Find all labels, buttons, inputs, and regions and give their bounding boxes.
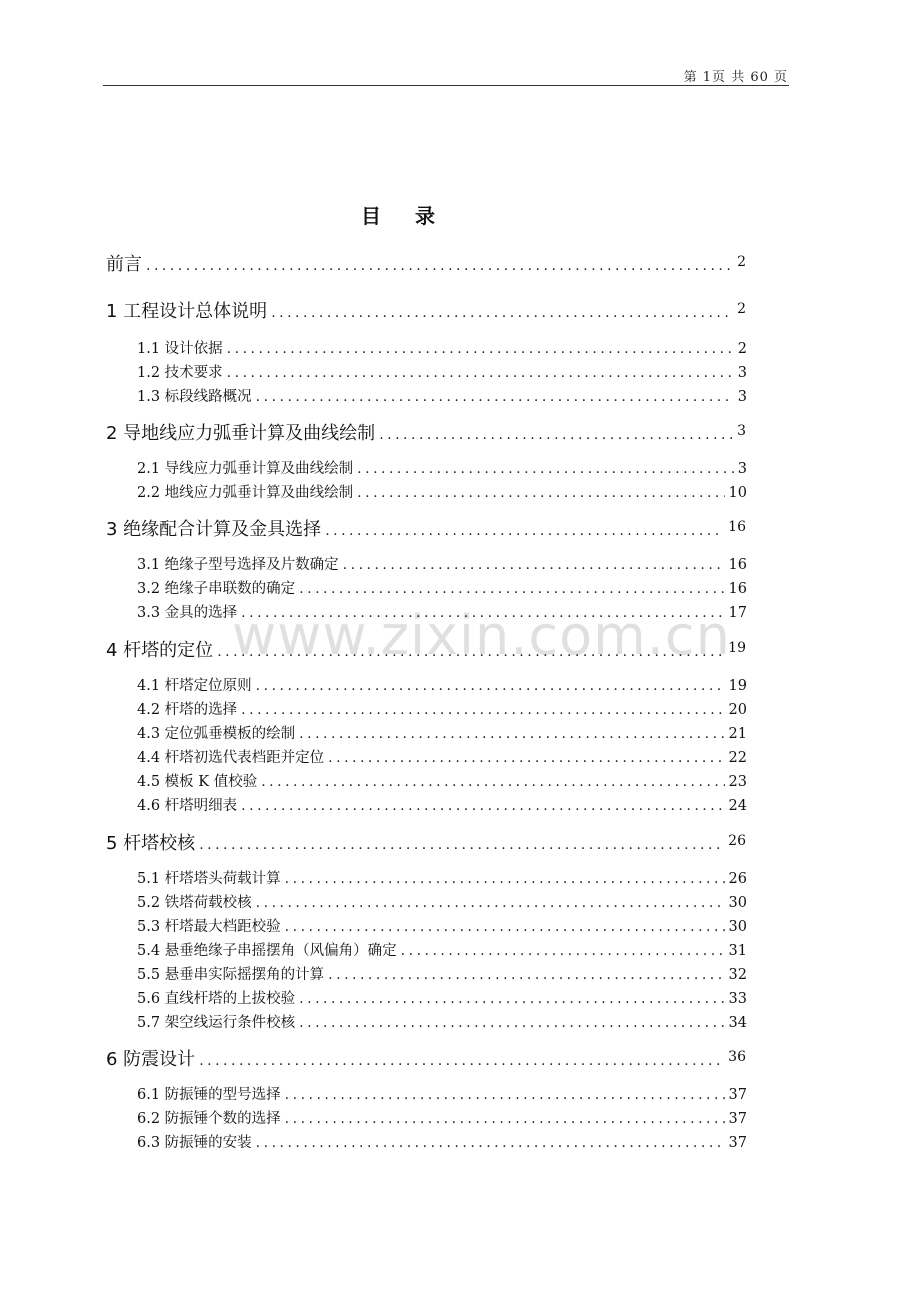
toc-entry-page-number: 2 xyxy=(737,254,746,270)
toc-entry-page-number: 26 xyxy=(728,833,746,849)
toc-leader-dots xyxy=(401,943,725,959)
toc-section-entry[interactable] xyxy=(137,601,747,623)
toc-entry-page-number: 24 xyxy=(728,798,747,814)
toc-entry-page-number: 36 xyxy=(728,1049,746,1065)
toc-entry-page-number: 37 xyxy=(728,1135,747,1151)
toc-chapter-entry[interactable] xyxy=(106,250,746,280)
toc-entry-label: 5.2 铁塔荷载校核 xyxy=(137,895,252,911)
toc-entry-label: 6.2 防振锤个数的选择 xyxy=(137,1111,281,1127)
toc-entry-page-number: 31 xyxy=(728,943,747,959)
toc-section-entry[interactable] xyxy=(137,1131,747,1153)
toc-section-entry[interactable] xyxy=(137,457,747,479)
toc-entry-label: 4.4 杆塔初选代表档距并定位 xyxy=(137,750,325,766)
toc-entry-label: 1.1 设计依据 xyxy=(137,341,223,357)
toc-leader-dots xyxy=(227,365,734,381)
toc-entry-label: 1 工程设计总体说明 xyxy=(106,301,268,322)
toc-entry-label: 6.1 防振锤的型号选择 xyxy=(137,1087,281,1103)
toc-entry-page-number: 3 xyxy=(737,423,746,439)
toc-entry-label: 5.5 悬垂串实际摇摆角的计算 xyxy=(137,967,325,983)
toc-entry-label: 4 杆塔的定位 xyxy=(106,640,214,661)
toc-entry-page-number: 2 xyxy=(737,341,747,357)
toc-entry-page-number: 16 xyxy=(728,581,747,597)
toc-entry-label: 前言 xyxy=(106,254,142,275)
toc-leader-dots xyxy=(325,523,724,539)
toc-leader-dots xyxy=(199,837,724,853)
toc-entry-label: 2 导地线应力弧垂计算及曲线绘制 xyxy=(106,423,376,444)
toc-chapter-entry[interactable] xyxy=(106,297,746,327)
toc-leader-dots xyxy=(271,305,733,321)
toc-entry-page-number: 22 xyxy=(728,750,747,766)
toc-entry-label: 4.2 杆塔的选择 xyxy=(137,702,238,718)
toc-leader-dots xyxy=(299,581,724,597)
toc-section-entry[interactable] xyxy=(137,867,747,889)
toc-entry-label: 4.1 杆塔定位原则 xyxy=(137,678,252,694)
toc-entry-label: 3.3 金具的选择 xyxy=(137,605,238,621)
toc-leader-dots xyxy=(256,389,734,405)
toc-leader-dots xyxy=(379,427,733,443)
toc-chapter-entry[interactable] xyxy=(106,829,746,859)
toc-leader-dots xyxy=(241,702,724,718)
toc-entry-page-number: 33 xyxy=(728,991,747,1007)
toc-entry-label: 5.3 杆塔最大档距校验 xyxy=(137,919,281,935)
toc-entry-page-number: 3 xyxy=(737,461,747,477)
toc-entry-label: 3.1 绝缘子型号选择及片数确定 xyxy=(137,557,339,573)
toc-leader-dots xyxy=(357,461,734,477)
toc-entry-label: 6 防震设计 xyxy=(106,1049,196,1070)
toc-section-entry[interactable] xyxy=(137,770,747,792)
toc-entry-page-number: 10 xyxy=(728,485,747,501)
toc-leader-dots xyxy=(328,750,724,766)
toc-entry-label: 3.2 绝缘子串联数的确定 xyxy=(137,581,296,597)
toc-chapter-entry[interactable] xyxy=(106,1045,746,1075)
toc-leader-dots xyxy=(285,919,725,935)
toc-title: 目录 xyxy=(361,204,469,228)
toc-entry-page-number: 3 xyxy=(737,365,747,381)
toc-leader-dots xyxy=(146,258,733,274)
toc-entry-label: 6.3 防振锤的安装 xyxy=(137,1135,252,1151)
toc-leader-dots xyxy=(357,485,724,501)
toc-leader-dots xyxy=(227,341,734,357)
toc-entry-label: 4.6 杆塔明细表 xyxy=(137,798,238,814)
toc-section-entry[interactable] xyxy=(137,1083,747,1105)
toc-section-entry[interactable] xyxy=(137,939,747,961)
toc-entry-label: 5.1 杆塔塔头荷载计算 xyxy=(137,871,281,887)
toc-leader-dots xyxy=(217,644,724,660)
toc-section-entry[interactable] xyxy=(137,385,747,407)
toc-entry-page-number: 37 xyxy=(728,1087,747,1103)
toc-section-entry[interactable] xyxy=(137,794,747,816)
toc-entry-label: 5.7 架空线运行条件校核 xyxy=(137,1015,296,1031)
toc-section-entry[interactable] xyxy=(137,674,747,696)
toc-entry-page-number: 26 xyxy=(728,871,747,887)
toc-leader-dots xyxy=(299,1015,724,1031)
toc-leader-dots xyxy=(285,871,725,887)
toc-section-entry[interactable] xyxy=(137,481,747,503)
page-indicator: 第 1页 共 60 页 xyxy=(683,70,788,85)
toc-entry-label: 5 杆塔校核 xyxy=(106,833,196,854)
toc-entry-page-number: 32 xyxy=(728,967,747,983)
toc-chapter-entry[interactable] xyxy=(106,419,746,449)
toc-leader-dots xyxy=(256,678,725,694)
toc-entry-page-number: 2 xyxy=(737,301,746,317)
toc-leader-dots xyxy=(299,726,724,742)
toc-entry-page-number: 16 xyxy=(728,519,746,535)
toc-leader-dots xyxy=(299,991,724,1007)
toc-entry-page-number: 30 xyxy=(728,919,747,935)
toc-section-entry[interactable] xyxy=(137,337,747,359)
toc-section-entry[interactable] xyxy=(137,722,747,744)
toc-section-entry[interactable] xyxy=(137,915,747,937)
toc-entry-label: 4.5 模板 K 值校验 xyxy=(137,774,258,790)
toc-entry-page-number: 17 xyxy=(728,605,747,621)
toc-entry-page-number: 20 xyxy=(728,702,747,718)
watermark: www.zixin.com.cn xyxy=(232,604,731,667)
toc-entry-label: 4.3 定位弧垂模板的绘制 xyxy=(137,726,296,742)
toc-entry-page-number: 34 xyxy=(728,1015,747,1031)
toc-entry-label: 5.6 直线杆塔的上拔校验 xyxy=(137,991,296,1007)
toc-leader-dots xyxy=(256,895,725,911)
toc-leader-dots xyxy=(261,774,724,790)
toc-chapter-entry[interactable] xyxy=(106,515,746,545)
toc-section-entry[interactable] xyxy=(137,963,747,985)
toc-section-entry[interactable] xyxy=(137,698,747,720)
toc-leader-dots xyxy=(343,557,725,573)
toc-entry-page-number: 16 xyxy=(728,557,747,573)
toc-section-entry[interactable] xyxy=(137,987,747,1009)
toc-entry-page-number: 19 xyxy=(728,678,747,694)
toc-leader-dots xyxy=(199,1053,724,1069)
toc-entry-label: 3 绝缘配合计算及金具选择 xyxy=(106,519,322,540)
toc-section-entry[interactable] xyxy=(137,1011,747,1033)
toc-leader-dots xyxy=(285,1111,725,1127)
toc-section-entry[interactable] xyxy=(137,361,747,383)
toc-leader-dots xyxy=(241,605,724,621)
toc-leader-dots xyxy=(256,1135,725,1151)
toc-section-entry[interactable] xyxy=(137,1107,747,1129)
toc-entry-page-number: 37 xyxy=(728,1111,747,1127)
toc-entry-page-number: 30 xyxy=(728,895,747,911)
toc-entry-label: 1.2 技术要求 xyxy=(137,365,223,381)
toc-entry-label: 5.4 悬垂绝缘子串摇摆角（风偏角）确定 xyxy=(137,943,397,959)
toc-entry-page-number: 21 xyxy=(728,726,747,742)
toc-section-entry[interactable] xyxy=(137,553,747,575)
toc-leader-dots xyxy=(328,967,724,983)
toc-leader-dots xyxy=(241,798,724,814)
toc-entry-page-number: 23 xyxy=(728,774,747,790)
toc-section-entry[interactable] xyxy=(137,577,747,599)
toc-entry-label: 2.1 导线应力弧垂计算及曲线绘制 xyxy=(137,461,354,477)
toc-entry-page-number: 3 xyxy=(737,389,747,405)
toc-entry-label: 2.2 地线应力弧垂计算及曲线绘制 xyxy=(137,485,354,501)
toc-section-entry[interactable] xyxy=(137,891,747,913)
toc-leader-dots xyxy=(285,1087,725,1103)
toc-entry-page-number: 19 xyxy=(728,640,746,656)
toc-chapter-entry[interactable] xyxy=(106,636,746,666)
toc-section-entry[interactable] xyxy=(137,746,747,768)
toc-entry-label: 1.3 标段线路概况 xyxy=(137,389,252,405)
